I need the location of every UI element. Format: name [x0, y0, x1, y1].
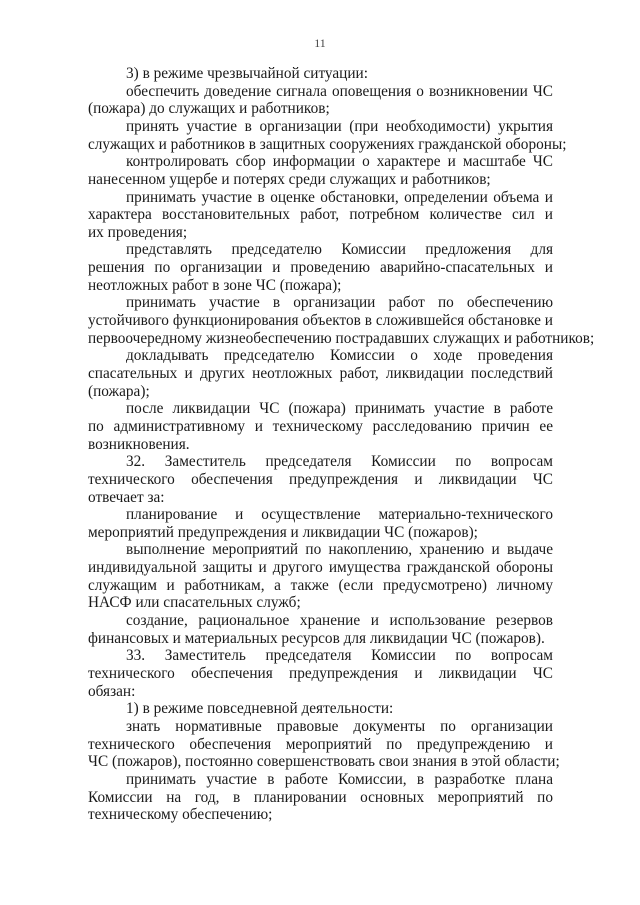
- paragraph-line: технического обеспечения мероприятий по предупреждению и: [88, 735, 553, 753]
- paragraph-line: устойчивого функционирования объектов в сложившейся обстановке и: [88, 312, 553, 330]
- paragraph-line: мероприятий предупреждения и ликвидации ЧС (пожаров);: [88, 523, 478, 541]
- paragraph: [88, 83, 553, 118]
- paragraph: [88, 506, 553, 541]
- paragraph-line: их проведения;: [88, 223, 188, 241]
- paragraph: [88, 294, 595, 347]
- paragraph: [88, 700, 553, 718]
- paragraph-line: 3) в режиме чрезвычайной ситуации:: [126, 65, 368, 82]
- paragraph: [88, 541, 553, 612]
- paragraph-line: представлять председателю Комиссии предложения для: [126, 241, 553, 259]
- paragraph-line: отвечает за:: [88, 488, 165, 506]
- paragraph-line: выполнение мероприятий по накоплению, хранению и выдаче: [126, 541, 553, 559]
- paragraph: [88, 347, 553, 400]
- paragraph: [88, 647, 553, 700]
- paragraph: [88, 241, 553, 294]
- paragraph-line: Комиссии на год, в планировании основных мероприятий по: [88, 788, 553, 806]
- paragraph-line: принимать участие в организации работ по обеспечению: [126, 294, 553, 312]
- paragraph: [88, 612, 553, 647]
- paragraph-line: контролировать сбор информации о характере и масштабе ЧС: [126, 153, 553, 171]
- paragraph-line: после ликвидации ЧС (пожара) принимать участие в работе: [126, 400, 553, 418]
- paragraph: [88, 400, 553, 453]
- paragraph-line: принимать участие в работе Комиссии, в разработке плана: [126, 770, 553, 788]
- paragraph: [88, 453, 553, 506]
- document-body: [88, 65, 595, 824]
- paragraph-line: неотложных работ в зоне ЧС (пожара);: [88, 276, 342, 294]
- paragraph-line: НАСФ или спасательных служб;: [88, 594, 301, 612]
- paragraph-line: создание, рациональное хранение и использование резервов: [126, 612, 553, 630]
- paragraph: [88, 153, 553, 188]
- paragraph-line: знать нормативные правовые документы по организации: [126, 717, 553, 735]
- paragraph-line: 32. Заместитель председателя Комиссии по вопросам: [126, 453, 553, 471]
- paragraph-line: решения по организации и проведению аварийно-спасательных и: [88, 259, 553, 277]
- paragraph-line: служащих и работников в защитных сооружениях гражданской обороны;: [88, 135, 567, 153]
- paragraph: [88, 117, 567, 153]
- paragraph-line: планирование и осуществление материально-технического: [126, 506, 553, 524]
- paragraph-line: обязан:: [88, 682, 136, 700]
- paragraph-line: 33. Заместитель председателя Комиссии по вопросам: [126, 647, 553, 665]
- paragraph-line: нанесенном ущербе и потерях среди служащих и работников;: [88, 170, 491, 188]
- paragraph-line: спасательных и других неотложных работ, ликвидации последствий: [88, 365, 553, 382]
- paragraph-line: первоочередному жизнеобеспечению пострадавших служащих и работников;: [88, 329, 595, 347]
- paragraph-line: 1) в режиме повседневной деятельности:: [126, 700, 394, 718]
- paragraph-line: служащим и работникам, а также (если предусмотрено) личному: [88, 576, 553, 594]
- paragraph-line: техническому обеспечению;: [88, 806, 273, 824]
- paragraph: [88, 771, 553, 824]
- paragraph-line: докладывать председателю Комиссии о ходе проведения: [126, 347, 553, 365]
- paragraph: [88, 189, 553, 242]
- page-number: 11: [314, 36, 326, 50]
- paragraph-line: технического обеспечения предупреждения и ликвидации ЧС: [88, 664, 553, 682]
- paragraph-line: ЧС (пожаров), постоянно совершенствовать свои знания в этой области;: [88, 753, 560, 771]
- paragraph-line: возникновения.: [88, 435, 190, 453]
- paragraph-line: по административному и техническому расследованию причин ее: [88, 417, 553, 435]
- paragraph-line: (пожара);: [88, 382, 150, 400]
- paragraph-line: финансовых и материальных ресурсов для ликвидации ЧС (пожаров).: [88, 629, 545, 647]
- paragraph-line: (пожара) до служащих и работников;: [88, 100, 330, 118]
- paragraph-line: технического обеспечения предупреждения и ликвидации ЧС: [88, 470, 553, 488]
- paragraph: [88, 65, 553, 83]
- paragraph: [88, 717, 560, 771]
- paragraph-line: характера восстановительных работ, потребном количестве сил и: [88, 206, 553, 224]
- paragraph-line: индивидуальной защиты и другого имущества гражданской обороны: [88, 559, 553, 577]
- paragraph-line: обеспечить доведение сигнала оповещения о возникновении ЧС: [126, 82, 553, 100]
- paragraph-line: принять участие в организации (при необходимости) укрытия: [126, 117, 553, 135]
- paragraph-line: принимать участие в оценке обстановки, определении объема и: [126, 188, 553, 206]
